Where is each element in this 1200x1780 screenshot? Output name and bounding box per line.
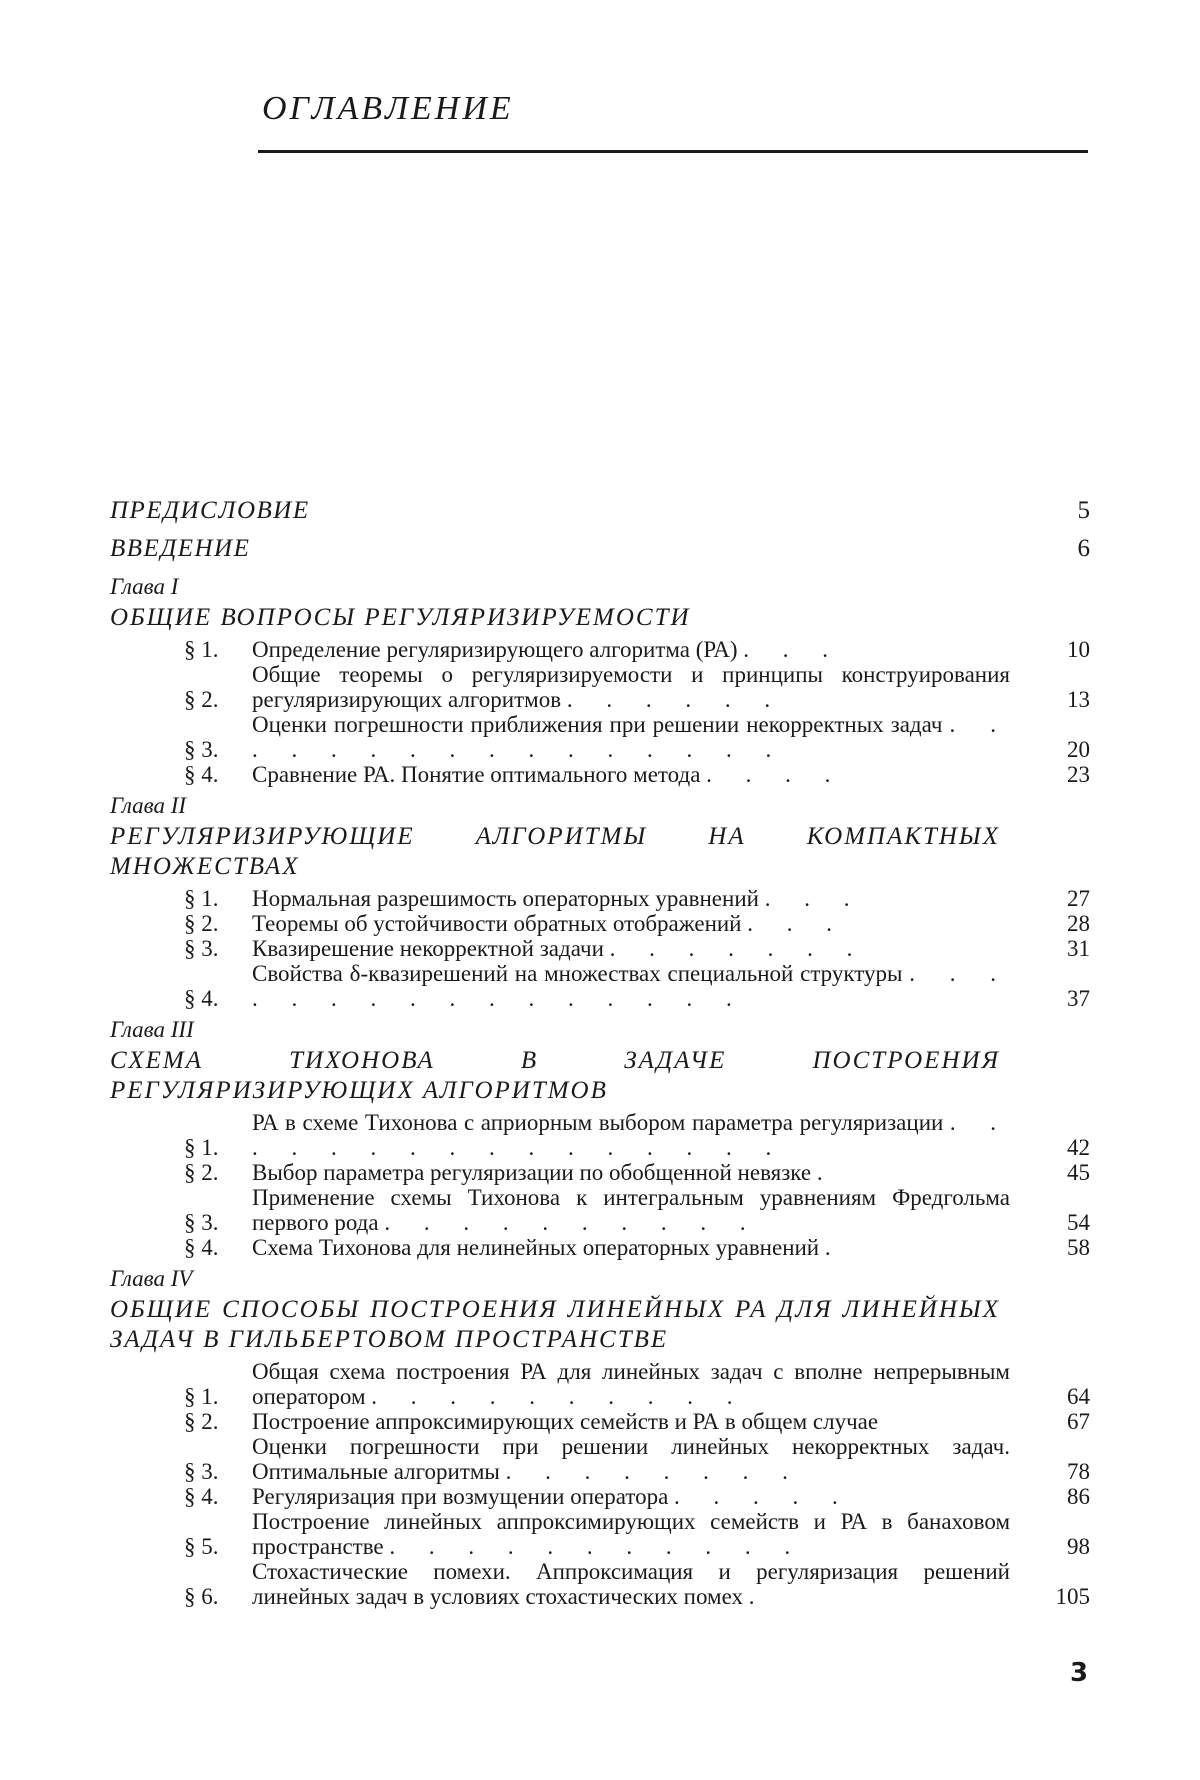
leader-dots: . . . (747, 911, 846, 936)
leader-dots: . . . . . (674, 1484, 852, 1509)
chapter-title[interactable]: ОБЩИЕ СПОСОБЫ ПОСТРОЕНИЯ ЛИНЕЙНЫХ РА ДЛЯ ЛИНЕЙНЫХ ЗАДАЧ В ГИЛЬБЕРТОВОМ ПРОСТРАНСТВЕ (110, 1296, 1000, 1353)
section-title (252, 936, 1030, 961)
toc-entry-title: ВВЕДЕНИЕ (110, 535, 251, 562)
section-page: 23 (1067, 762, 1090, 787)
leader-dots: . . . . . . . . . . . . . . . . (252, 961, 1011, 1011)
chapter-block (110, 1266, 1090, 1609)
section-page: 105 (1055, 1584, 1090, 1609)
section-title-text: Стохастические помехи. Аппроксимация и регуляризация решений линейных задач в условиях стохастических помех (252, 1559, 1010, 1609)
section-title (252, 1434, 1030, 1484)
toc-section-entry[interactable] (110, 1434, 1090, 1484)
chapter-label: Глава IV (110, 1266, 193, 1291)
leader-dots: . . . . . . . . . . . . . . . . (252, 1110, 1011, 1160)
section-title-text: Оценки погрешности приближения при решении некорректных задач (252, 712, 943, 737)
toc-section-entry[interactable] (110, 1409, 1090, 1434)
section-title-text: Применение схемы Тихонова к интегральным уравнениям Фредгольма первого рода (252, 1185, 1010, 1235)
section-page: 67 (1067, 1409, 1090, 1434)
toc-section-entry[interactable] (110, 886, 1090, 911)
section-page: 42 (1067, 1135, 1090, 1160)
leader-dots: . . . (764, 886, 864, 911)
section-title (252, 1110, 1030, 1160)
toc-section-entry[interactable] (110, 1359, 1090, 1409)
section-number: § 2. (184, 1409, 219, 1434)
toc-section-entry[interactable] (110, 1185, 1090, 1235)
section-number: § 1. (184, 1135, 219, 1160)
section-title (252, 886, 1030, 911)
section-page: 28 (1067, 911, 1090, 936)
toc-section-entry[interactable] (110, 1484, 1090, 1509)
section-number: § 4. (184, 1484, 219, 1509)
chapter-block (110, 574, 1090, 787)
section-number: § 1. (184, 1384, 219, 1409)
table-of-contents (110, 498, 1090, 1609)
toc-section-entry[interactable] (110, 712, 1090, 762)
section-number: § 6. (184, 1584, 219, 1609)
leader-dots: . . . . . . . . . . (384, 1210, 760, 1235)
section-page: 64 (1067, 1384, 1090, 1409)
title-rule (258, 150, 1088, 153)
section-title-text: Построение линейных аппроксимирующих семейств и РА в банаховом пространстве (252, 1509, 1010, 1559)
leader-dots: . . . . . . . . . . . (389, 1534, 805, 1559)
section-page: 10 (1067, 637, 1090, 662)
leader-dots: . . . (743, 637, 843, 662)
section-title-text: Теоремы об устойчивости обратных отображений (252, 911, 742, 936)
toc-section-entry[interactable] (110, 1110, 1090, 1160)
section-page: 54 (1067, 1210, 1090, 1235)
leader-dots: . . . . . . . (609, 936, 867, 961)
toc-entry-page: 5 (1077, 497, 1090, 524)
section-page: 20 (1067, 737, 1090, 762)
section-number: § 4. (184, 1235, 219, 1260)
section-page: 78 (1067, 1459, 1090, 1484)
section-number: § 3. (184, 936, 219, 961)
leader-dots: . . . . . . . . (505, 1459, 802, 1484)
chapter-label: Глава III (110, 1017, 194, 1042)
toc-entry-page: 6 (1077, 535, 1090, 562)
section-title-text: Общие теоремы о регуляризируемости и принципы конструирования регуляризирующих алгоритмов (252, 662, 1010, 712)
section-title (252, 1484, 1030, 1509)
section-page: 58 (1067, 1235, 1090, 1260)
leader-dots: . . . . . . . . . . (371, 1384, 747, 1409)
section-title-text: Определение регуляризирующего алгоритма (РА) (252, 637, 738, 662)
section-title-text: Общая схема построения РА для линейных задач с вполне непрерывным оператором (252, 1359, 1010, 1409)
section-number: § 2. (184, 1160, 219, 1185)
section-number: § 3. (184, 737, 219, 762)
section-number: § 2. (184, 687, 219, 712)
section-page: 86 (1067, 1484, 1090, 1509)
toc-section-entry[interactable] (110, 1509, 1090, 1559)
chapter-label: Глава I (110, 574, 179, 599)
section-title-text: Оценки погрешности при решении линейных некорректных задач. Оптимальные алгоритмы (252, 1434, 1010, 1484)
section-title (252, 1509, 1030, 1559)
toc-entry-introduction[interactable] (110, 536, 1090, 562)
section-title-text: Квазирешение некорректной задачи (252, 936, 604, 961)
section-number: § 3. (184, 1210, 219, 1235)
toc-section-entry[interactable] (110, 762, 1090, 787)
section-number: § 4. (184, 762, 219, 787)
section-page: 37 (1067, 986, 1090, 1011)
chapter-title[interactable]: СХЕМА ТИХОНОВА В ЗАДАЧЕ ПОСТРОЕНИЯ РЕГУЛЯРИЗИРУЮЩИХ АЛГОРИТМОВ (110, 1047, 1000, 1104)
section-title (252, 662, 1030, 712)
page-title: ОГЛАВЛЕНИЕ (262, 90, 514, 127)
section-number: § 5. (184, 1534, 219, 1559)
section-title (252, 1559, 1030, 1609)
toc-section-entry[interactable] (110, 1559, 1090, 1609)
chapter-title[interactable]: ОБЩИЕ ВОПРОСЫ РЕГУЛЯРИЗИРУЕМОСТИ (110, 604, 691, 631)
chapter-block (110, 1017, 1090, 1260)
section-title-text: Построение аппроксимирующих семейств и РА в общем случае (252, 1409, 879, 1434)
toc-section-entry[interactable] (110, 637, 1090, 662)
section-title-text: Выбор параметра регуляризации по обобщенной невязке (252, 1160, 812, 1185)
toc-section-entry[interactable] (110, 961, 1090, 1011)
section-number: § 2. (184, 911, 219, 936)
section-title-text: Нормальная разрешимость операторных уравнений (252, 886, 759, 911)
leader-dots: . (748, 1584, 769, 1609)
section-page: 13 (1067, 687, 1090, 712)
leader-dots: . (824, 1235, 845, 1260)
section-number: § 3. (184, 1459, 219, 1484)
section-title (252, 911, 1030, 936)
section-title (252, 712, 1030, 762)
section-title (252, 1235, 1030, 1260)
section-page: 45 (1067, 1160, 1090, 1185)
section-page: 98 (1067, 1534, 1090, 1559)
chapter-label: Глава II (110, 793, 187, 818)
leader-dots: . . . . (706, 762, 845, 787)
section-title (252, 1409, 1030, 1434)
leader-dots: . . . . . . (566, 687, 785, 712)
toc-section-entry[interactable] (110, 662, 1090, 712)
chapter-block (110, 793, 1090, 1011)
section-title-text: Схема Тихонова для нелинейных операторных уравнений (252, 1235, 820, 1260)
section-title (252, 637, 1030, 662)
toc-section-entry[interactable] (110, 1160, 1090, 1185)
section-number: § 1. (184, 637, 219, 662)
section-title (252, 1185, 1030, 1235)
chapter-title[interactable]: РЕГУЛЯРИЗИРУЮЩИЕ АЛГОРИТМЫ НА КОМПАКТНЫХ МНОЖЕСТВАХ (110, 823, 1000, 880)
toc-section-entry[interactable] (110, 911, 1090, 936)
toc-entry-title: ПРЕДИСЛОВИЕ (110, 497, 310, 524)
section-title-text: РА в схеме Тихонова с априорным выбором параметра регуляризации (252, 1110, 944, 1135)
section-title (252, 1359, 1030, 1409)
section-title-text: Свойства δ-квазирешений на множествах специальной структуры (252, 961, 903, 986)
section-title-text: Сравнение РА. Понятие оптимального метода (252, 762, 701, 787)
toc-entry-preface[interactable] (110, 498, 1090, 524)
section-title (252, 961, 1030, 1011)
section-title (252, 762, 1030, 787)
toc-section-entry[interactable] (110, 936, 1090, 961)
leader-dots: . (816, 1160, 837, 1185)
section-page: 27 (1067, 886, 1090, 911)
toc-section-entry[interactable] (110, 1235, 1090, 1260)
section-page: 31 (1067, 936, 1090, 961)
section-number: § 1. (184, 886, 219, 911)
leader-dots: . . . . . . . . . . . . . . . . (252, 712, 1010, 762)
section-title-text: Регуляризация при возмущении оператора (252, 1484, 669, 1509)
section-number: § 4. (184, 986, 219, 1011)
page-number: 3 (1070, 1658, 1089, 1688)
section-title (252, 1160, 1030, 1185)
